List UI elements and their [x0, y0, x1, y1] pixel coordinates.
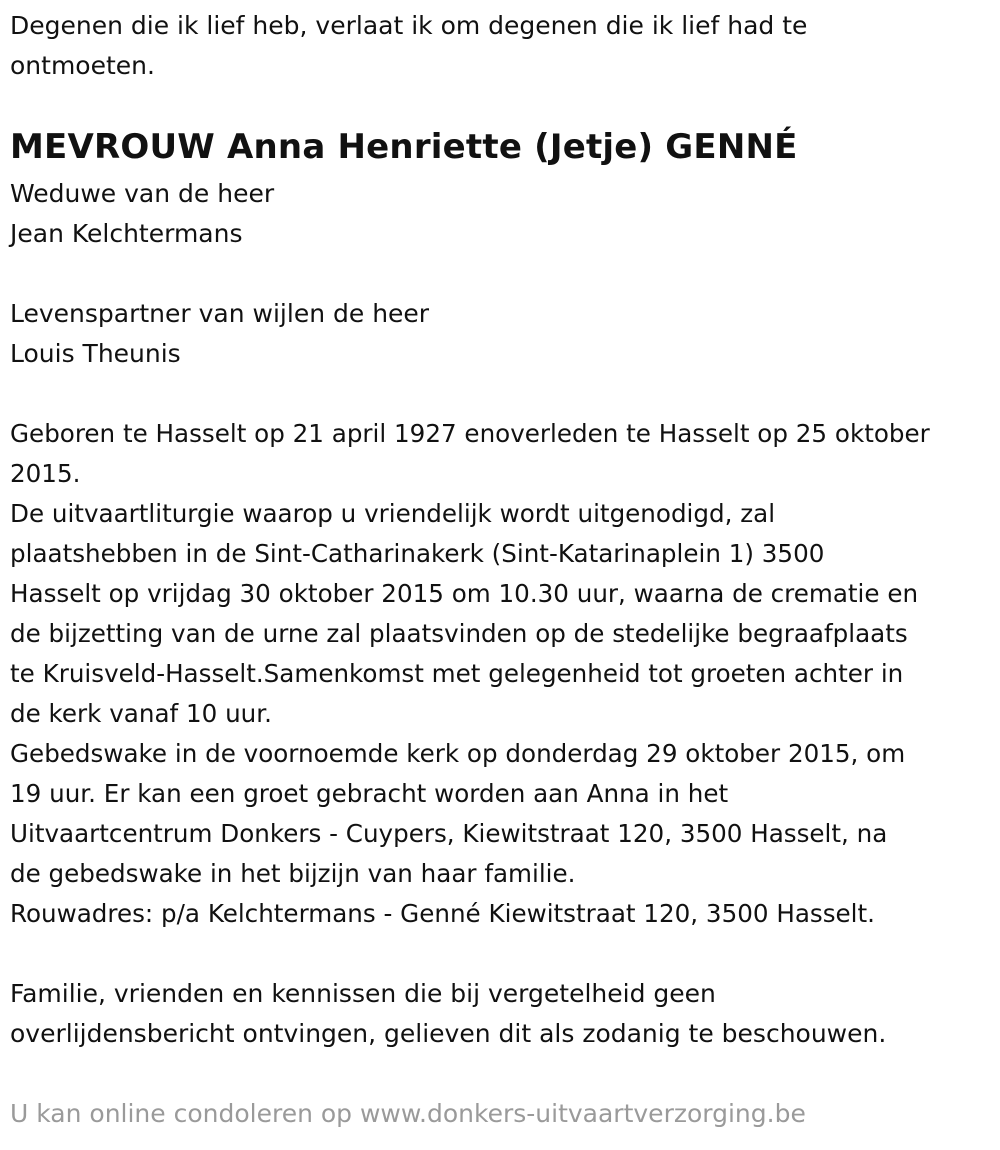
- funeral-details: Geboren te Hasselt op 21 april 1927 enoverleden te Hasselt op 25 oktober 2015. De uitvaartliturgie waarop u vriendelijk wordt uitgenodigd, zal plaatshebben in de Sint-Catharinakerk (Sint-Katarinaplein 1) 3500 Hasselt op vrijdag 30 oktober 2015 om 10.30 uur, waarna de crematie en de bijzetting van de urne zal plaatsvinden op de stedelijke begraafplaats te Kruisveld-Hasselt.Samenkomst met gelegenheid tot groeten achter in de kerk vanaf 10 uur. Gebedswake in de voornoemde kerk op donderdag 29 oktober 2015, om 19 uur. Er kan een groet gebracht worden aan Anna in het Uitvaartcentrum Donkers - Cuypers, Kiewitstraat 120, 3500 Hasselt, na de gebedswake in het bijzijn van haar familie. Rouwadres: p/a Kelchtermans - Genné Kiewitstraat 120, 3500 Hasselt.: [10, 419, 930, 928]
- partner-of-text: Levenspartner van wijlen de heer Louis Theunis: [10, 299, 430, 368]
- online-condolence-text: U kan online condoleren op www.donkers-uitvaartverzorging.be: [10, 1099, 806, 1128]
- motto-text: Degenen die ik lief heb, verlaat ik om degenen die ik lief had te ontmoeten.: [10, 11, 808, 80]
- widow-of-text: Weduwe van de heer Jean Kelchtermans: [10, 179, 275, 248]
- deceased-name: MEVROUW Anna Henriette (Jetje) GENNÉ: [10, 127, 798, 167]
- family-note: Familie, vrienden en kennissen die bij vergetelheid geen overlijdensbericht ontvingen, gelieven dit als zodanig te beschouwen.: [10, 979, 887, 1048]
